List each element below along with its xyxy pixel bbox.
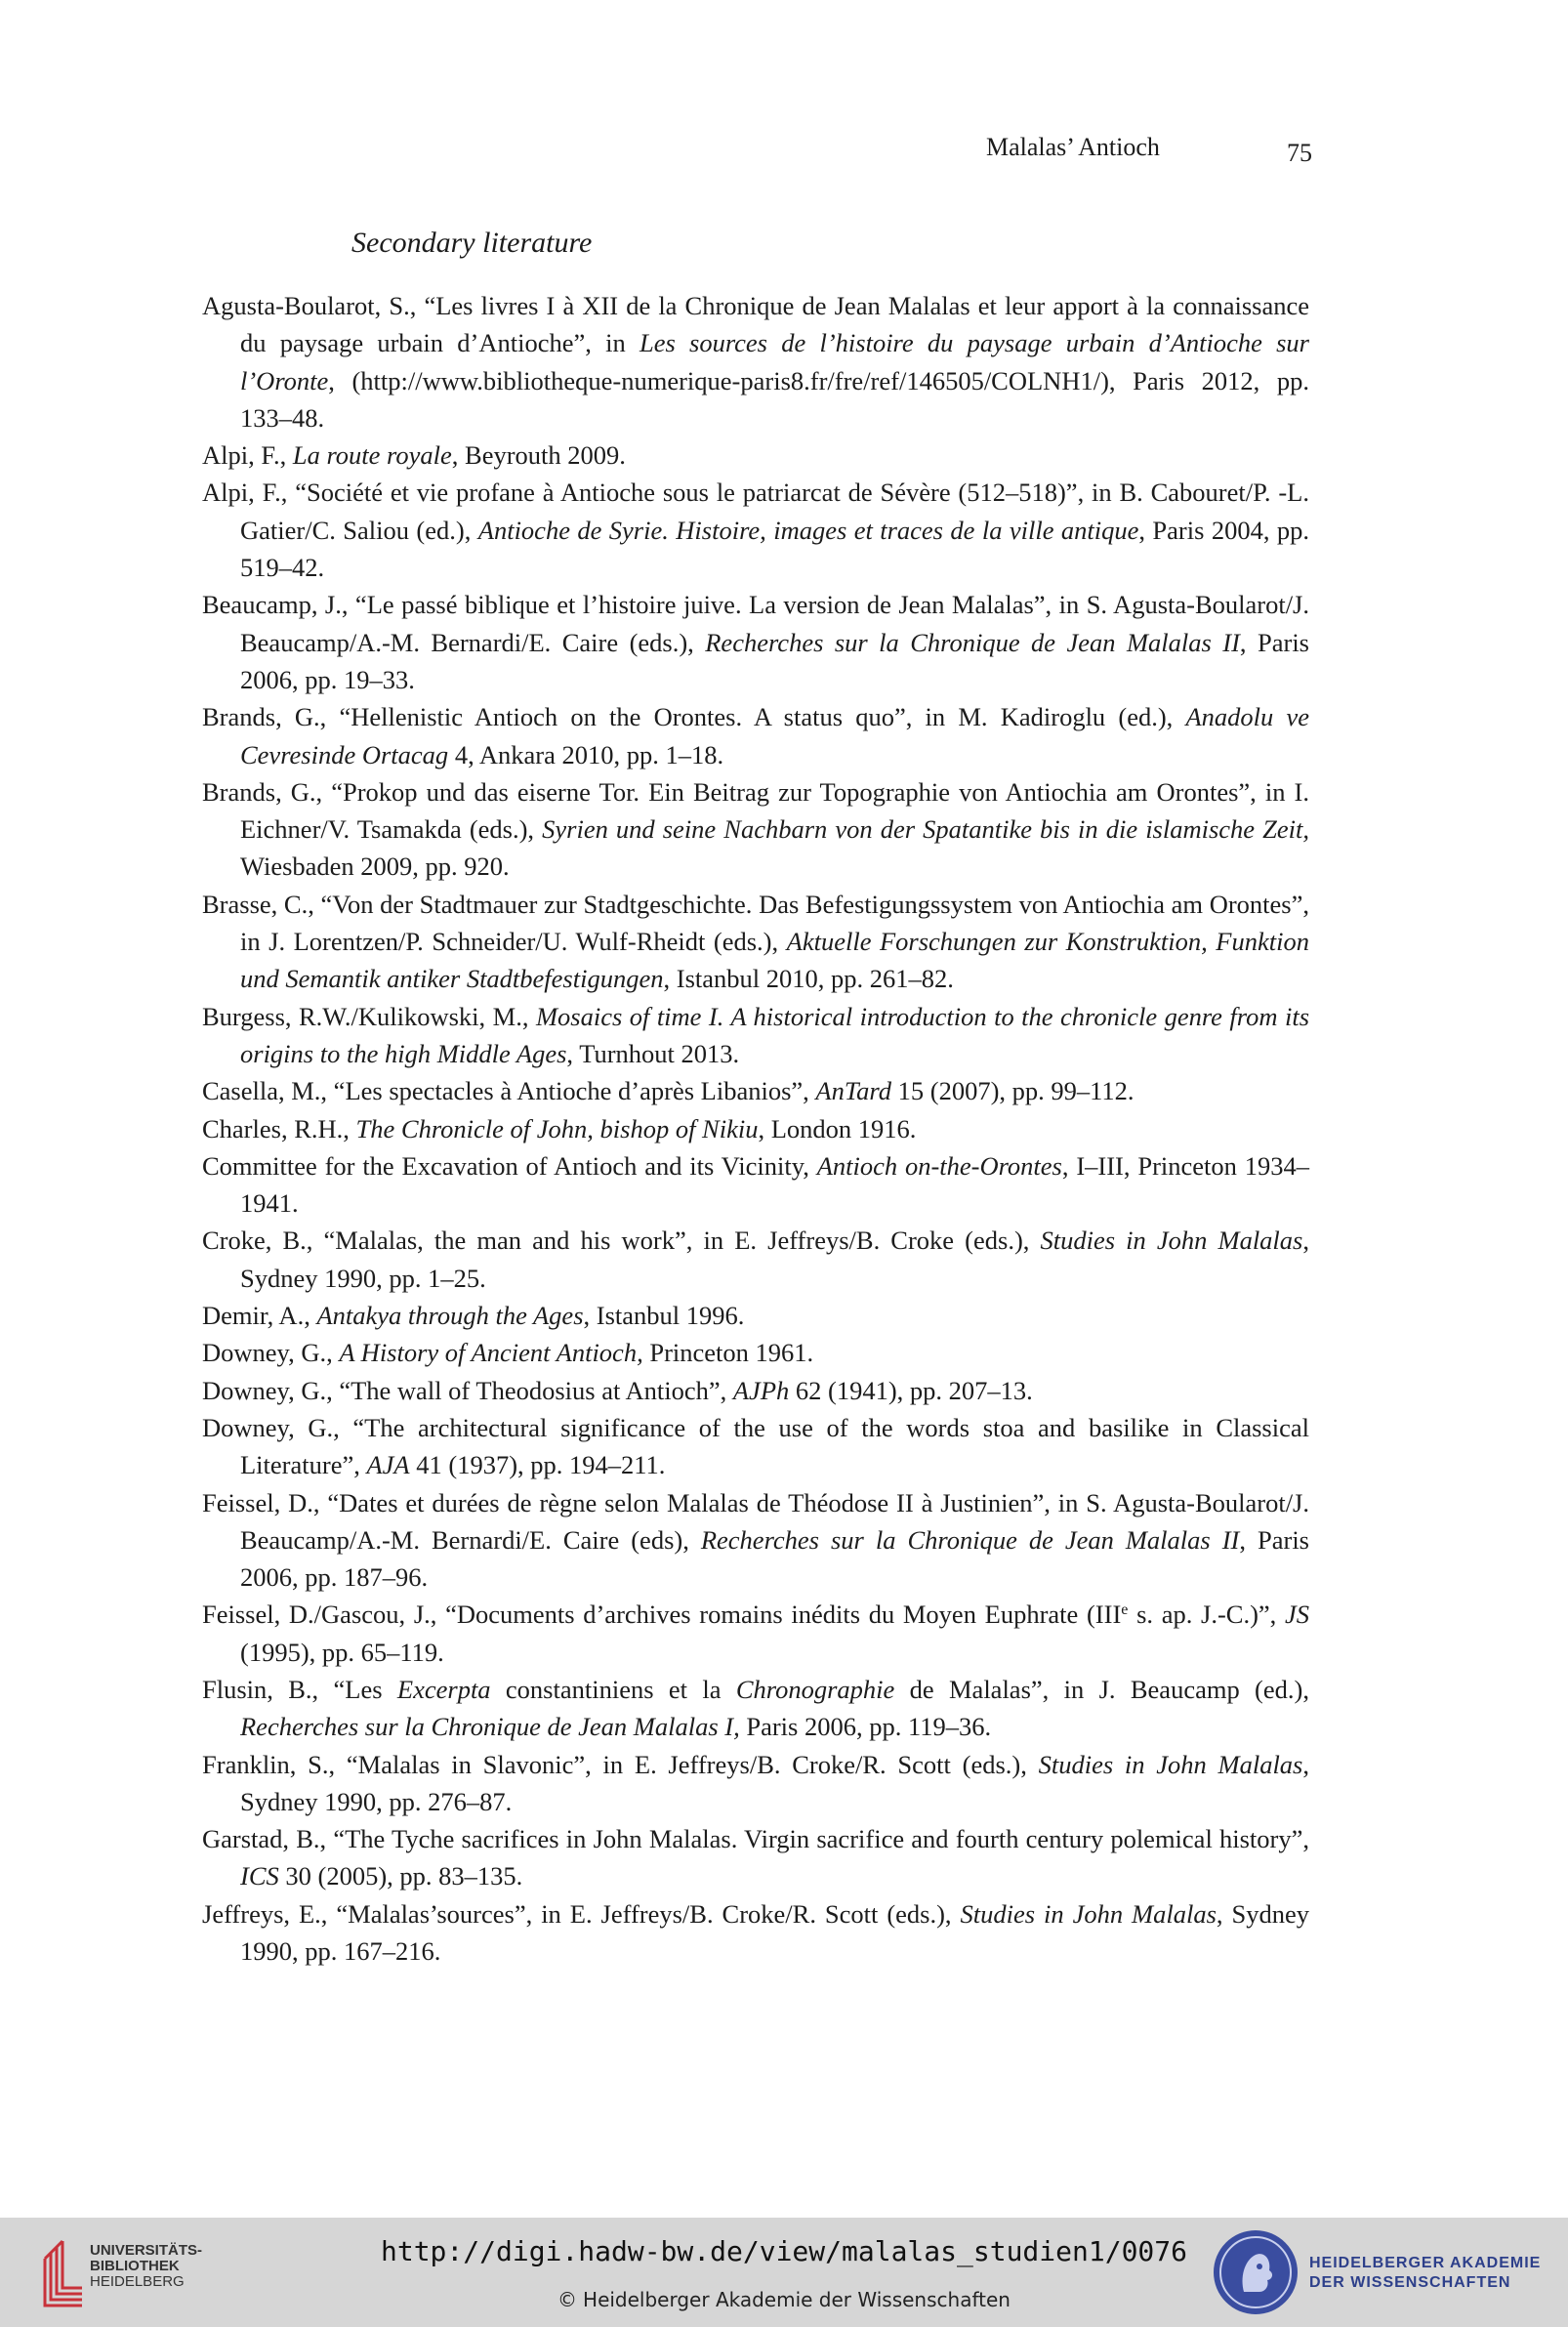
publication-title: AJA [366, 1450, 410, 1480]
bibliography-entry: Alpi, F., “Société et vie profane à Antioche sous le patriarcat de Sévère (512–518)”, in B. Cabouret/P. -L. Gatier/C. Saliou (ed.), Antioche de Syrie. Histoire, images et traces de la ville antique, Paris 2004, pp. 519–42. [202, 478, 1310, 583]
publication-title: JS [1285, 1600, 1310, 1630]
bibliography-entry: Downey, G., A History of Ancient Antioch, Princeton 1961. [202, 1338, 814, 1368]
academy-name-line: DER WISSENSCHAFTEN [1309, 2274, 1511, 2291]
publication-title: Anadolu ve Cevresinde Ortacag [240, 702, 1309, 769]
document-url-link[interactable]: http://digi.hadw-bw.de/view/malalas_studien1/0076 [380, 2235, 1187, 2267]
superscript: e [1121, 1601, 1129, 1619]
publication-title: Les sources de l’histoire du paysage urbain d’Antioche sur l’Oronte [240, 328, 1309, 395]
section-heading: Secondary literature [351, 227, 593, 259]
publication-title: Recherches sur la Chronique de Jean Malalas II [700, 1524, 1240, 1555]
bibliography-entry: Franklin, S., “Malalas in Slavonic”, in E. Jeffreys/B. Croke/R. Scott (eds.), Studies in John Malalas, Sydney 1990, pp. 276–87. [202, 1749, 1309, 1816]
publication-title: Antakya through the Ages [316, 1301, 584, 1331]
academy-seal-icon [1211, 2227, 1300, 2317]
bibliography-entry: Committee for the Excavation of Antioch and its Vicinity, Antioch on-the-Orontes, I–III, Princeton 1934–1941. [202, 1150, 1309, 1219]
bibliography-entry: Casella, M., “Les spectacles à Antioche d’après Libanios”, AnTard 15 (2007), pp. 99–112. [202, 1076, 1135, 1106]
publication-title: Antioch on-the-Orontes [816, 1150, 1062, 1181]
publication-title: A History of Ancient Antioch, [339, 1338, 643, 1368]
publication-title: Antioche de Syrie. Histoire, images et traces de la ville antique [477, 515, 1139, 545]
bibliography-entry: Garstad, B., “The Tyche sacrifices in John Malalas. Virgin sacrifice and fourth century polemical history”, ICS 30 (2005), pp. 83–135. [202, 1824, 1309, 1891]
publication-title: Studies in John Malalas [1038, 1749, 1303, 1779]
academy-name-line: HEIDELBERGER AKADEMIE [1309, 2255, 1542, 2271]
page-number: 75 [1287, 139, 1312, 167]
bibliography-entry: Alpi, F., La route royale, Beyrouth 2009. [202, 440, 626, 471]
bibliography-entry: Agusta-Boularot, S., “Les livres I à XII de la Chronique de Jean Malalas et leur apport à la connaissance du paysage urbain d’Antioche”, in Les sources de l’histoire du paysage urbain d’Antioche sur l’Oronte, (http://www.bibliotheque-numerique-paris8.fr/fre/ref/146505/COLNH1/), Paris 2012, pp. 133–48. [202, 291, 1309, 433]
bibliography-entry: Jeffreys, E., “Malalas’sources”, in E. Jeffreys/B. Croke/R. Scott (eds.), Studies in John Malalas, Sydney 1990, pp. 167–216. [202, 1898, 1309, 1967]
publication-title: Excerpta [396, 1674, 491, 1704]
publication-title: AJPh [732, 1375, 790, 1405]
publication-title: Chronographie [735, 1674, 895, 1704]
bibliography-entry: Downey, G., “The architectural significance of the use of the words stoa and basilike in Classical Literature”, AJA 41 (1937), pp. 194–211. [202, 1412, 1309, 1480]
bibliography-list [202, 287, 1309, 1970]
publication-title: Studies in John Malalas [960, 1898, 1217, 1929]
publication-title: Mosaics of time I. A historical introduction to the chronicle genre from its origins to the high Middle Ages [240, 1001, 1310, 1068]
publication-title: Recherches sur la Chronique de Jean Malalas I, [240, 1712, 740, 1742]
bibliography-entry: Brands, G., “Prokop und das eiserne Tor. Ein Beitrag zur Topographie von Antiochia am Orontes”, in I. Eichner/V. Tsamakda (eds.), Syrien und seine Nachbarn von der Spatantike bis in die islamische Zeit, Wiesbaden 2009, pp. 920. [202, 776, 1309, 882]
publication-title: Aktuelle Forschungen zur Konstruktion, Funktion und Semantik antiker Stadtbefestigungen [240, 927, 1309, 994]
bibliography-entry: Demir, A., Antakya through the Ages, Istanbul 1996. [202, 1301, 745, 1331]
bibliography-entry: Beaucamp, J., “Le passé biblique et l’histoire juive. La version de Jean Malalas”, in S. Agusta-Boularot/J. Beaucamp/A.-M. Bernardi/E. Caire (eds.), Recherches sur la Chronique de Jean Malalas II, Paris 2006, pp. 19–33. [202, 590, 1309, 694]
publication-title: Syrien und seine Nachbarn von der Spatantike bis in die islamische Zeit, [542, 814, 1309, 845]
publication-title: AnTard [815, 1076, 891, 1106]
copyright-symbol: © [557, 2288, 578, 2311]
library-name-line: UNIVERSITÄTS- [90, 2242, 203, 2259]
bibliography-entry: Brands, G., “Hellenistic Antioch on the Orontes. A status quo”, in M. Kadiroglu (ed.), Anadolu ve Cevresinde Ortacag 4, Ankara 2010, pp. 1–18. [202, 702, 1309, 769]
running-head [986, 133, 1312, 172]
publication-title: Recherches sur la Chronique de Jean Malalas II [705, 627, 1240, 657]
bibliography-entry: Croke, B., “Malalas, the man and his work”, in E. Jeffreys/B. Croke (eds.), Studies in John Malalas, Sydney 1990, pp. 1–25. [202, 1226, 1309, 1293]
bibliography-entry: Feissel, D., “Dates et durées de règne selon Malalas de Théodose II à Justinien”, in S. Agusta-Boularot/J. Beaucamp/A.-M. Bernardi/E. Caire (eds), Recherches sur la Chronique de Jean Malalas II, Paris 2006, pp. 187–96. [202, 1487, 1309, 1593]
bibliography-entry: Charles, R.H., The Chronicle of John, bishop of Nikiu, London 1916. [202, 1113, 917, 1143]
bibliography-entry: Burgess, R.W./Kulikowski, M., Mosaics of time I. A historical introduction to the chronicle genre from its origins to the high Middle Ages, Turnhout 2013. [202, 1001, 1310, 1068]
bibliography-entry: Brasse, C., “Von der Stadtmauer zur Stadtgeschichte. Das Befestigungssystem von Antiochia am Orontes”, in J. Lorentzen/P. Schneider/U. Wulf-Rheidt (eds.), Aktuelle Forschungen zur Konstruktion, Funktion und Semantik antiker Stadtbefestigungen, Istanbul 2010, pp. 261–82. [202, 889, 1309, 994]
bibliography-entry: Downey, G., “The wall of Theodosius at Antioch”, AJPh 62 (1941), pp. 207–13. [202, 1375, 1033, 1405]
publication-title: La route royale [292, 440, 452, 471]
bibliography-entry: Feissel, D./Gascou, J., “Documents d’archives romains inédits du Moyen Euphrate (IIIe s. ap. J.-C.)”, JS (1995), pp. 65–119. [202, 1600, 1310, 1667]
academy-name [1309, 2254, 1541, 2293]
publication-title: The Chronicle of John, bishop of Nikiu [355, 1113, 759, 1143]
publication-title: Studies in John Malalas [1040, 1226, 1303, 1256]
footer-bar [0, 2218, 1568, 2327]
publication-title: ICS [240, 1861, 279, 1891]
library-name-line: BIBLIOTHEK [90, 2258, 180, 2274]
copyright-text: Heidelberger Akademie der Wissenschaften [583, 2288, 1011, 2311]
running-head-title: Malalas’ Antioch [986, 133, 1160, 161]
bibliography-entry: Flusin, B., “Les Excerpta constantiniens et la Chronographie de Malalas”, in J. Beaucamp (ed.), Recherches sur la Chronique de Jean Malalas I, Paris 2006, pp. 119–36. [202, 1674, 1309, 1742]
library-name-line: HEIDELBERG [90, 2273, 185, 2290]
